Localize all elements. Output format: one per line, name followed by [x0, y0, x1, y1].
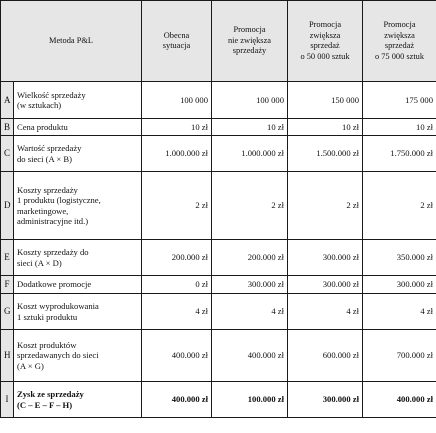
- cell-plus-75000: 10 zł: [363, 119, 436, 136]
- cell-plus-75000: 400.000 zł: [363, 382, 436, 418]
- cell-no-increase: 400.000 zł: [212, 330, 288, 382]
- cell-no-increase: 1.000.000 zł: [212, 136, 288, 172]
- cell-plus-50000: 10 zł: [288, 119, 363, 136]
- row-letter: F: [1, 276, 14, 294]
- cell-no-increase: 100.000 zł: [212, 382, 288, 418]
- cell-plus-75000: 4 zł: [363, 294, 436, 330]
- row-label: Koszt wyprodukowania 1 sztuki produktu: [14, 294, 142, 330]
- row-letter: D: [1, 172, 14, 240]
- cell-plus-50000: 300.000 zł: [288, 276, 363, 294]
- table-row-g: [1, 294, 436, 330]
- cell-no-increase: 200.000 zł: [212, 240, 288, 276]
- row-letter: E: [1, 240, 14, 276]
- cell-plus-50000: 1.500.000 zł: [288, 136, 363, 172]
- row-letter: A: [1, 82, 14, 119]
- cell-plus-50000: 300.000 zł: [288, 382, 363, 418]
- column-header-no-increase: Promocja nie zwiększa sprzedaży: [212, 1, 288, 82]
- row-label: Wartość sprzedaży do sieci (A × B): [14, 136, 142, 172]
- table-row-d: [1, 172, 436, 240]
- row-label: Dodatkowe promocje: [14, 276, 142, 294]
- cell-plus-50000: 2 zł: [288, 172, 363, 240]
- row-label: Koszt produktów sprzedawanych do sieci (A × G): [14, 330, 142, 382]
- cell-current: 400.000 zł: [142, 382, 212, 418]
- cell-no-increase: 300.000 zł: [212, 276, 288, 294]
- row-letter: H: [1, 330, 14, 382]
- cell-plus-75000: 350.000 zł: [363, 240, 436, 276]
- cell-plus-75000: 175 000: [363, 82, 436, 119]
- cell-current: 1.000.000 zł: [142, 136, 212, 172]
- cell-plus-75000: 1.750.000 zł: [363, 136, 436, 172]
- row-letter: B: [1, 119, 14, 136]
- cell-current: 4 zł: [142, 294, 212, 330]
- cell-current: 100 000: [142, 82, 212, 119]
- column-header-plus-75000: Promocja zwiększa sprzedaż o 75 000 sztuk: [363, 1, 436, 82]
- table-row-h: [1, 330, 436, 382]
- row-letter: G: [1, 294, 14, 330]
- row-label: Cena produktu: [14, 119, 142, 136]
- cell-no-increase: 100 000: [212, 82, 288, 119]
- row-letter: C: [1, 136, 14, 172]
- table-row-b: [1, 119, 436, 136]
- row-label: Koszty sprzedaży do sieci (A × D): [14, 240, 142, 276]
- cell-plus-75000: 2 zł: [363, 172, 436, 240]
- cell-no-increase: 4 zł: [212, 294, 288, 330]
- row-label: Zysk ze sprzedaży (C – E – F – H): [14, 382, 142, 418]
- table-row-c: [1, 136, 436, 172]
- table-row-i: [1, 382, 436, 418]
- header-row: [1, 1, 436, 82]
- cell-current: 0 zł: [142, 276, 212, 294]
- row-label: Koszty sprzedaży 1 produktu (logistyczne, marketingowe, administracyjne itd.): [14, 172, 142, 240]
- cell-current: 400.000 zł: [142, 330, 212, 382]
- cell-plus-50000: 4 zł: [288, 294, 363, 330]
- column-header-current: Obecna sytuacja: [142, 1, 212, 82]
- table-row-f: [1, 276, 436, 294]
- cell-no-increase: 2 zł: [212, 172, 288, 240]
- cell-plus-75000: 700.000 zł: [363, 330, 436, 382]
- cell-plus-75000: 300.000 zł: [363, 276, 436, 294]
- method-header: Metoda P&L: [1, 1, 142, 82]
- row-label: Wielkość sprzedaży (w sztukach): [14, 82, 142, 119]
- table-row-e: [1, 240, 436, 276]
- cell-current: 2 zł: [142, 172, 212, 240]
- table-row-a: [1, 82, 436, 119]
- cell-plus-50000: 150 000: [288, 82, 363, 119]
- column-header-plus-50000: Promocja zwiększa sprzedaż o 50 000 sztuk: [288, 1, 363, 82]
- cell-no-increase: 10 zł: [212, 119, 288, 136]
- cell-plus-50000: 300.000 zł: [288, 240, 363, 276]
- row-letter: I: [1, 382, 14, 418]
- cell-plus-50000: 600.000 zł: [288, 330, 363, 382]
- cell-current: 10 zł: [142, 119, 212, 136]
- cell-current: 200.000 zł: [142, 240, 212, 276]
